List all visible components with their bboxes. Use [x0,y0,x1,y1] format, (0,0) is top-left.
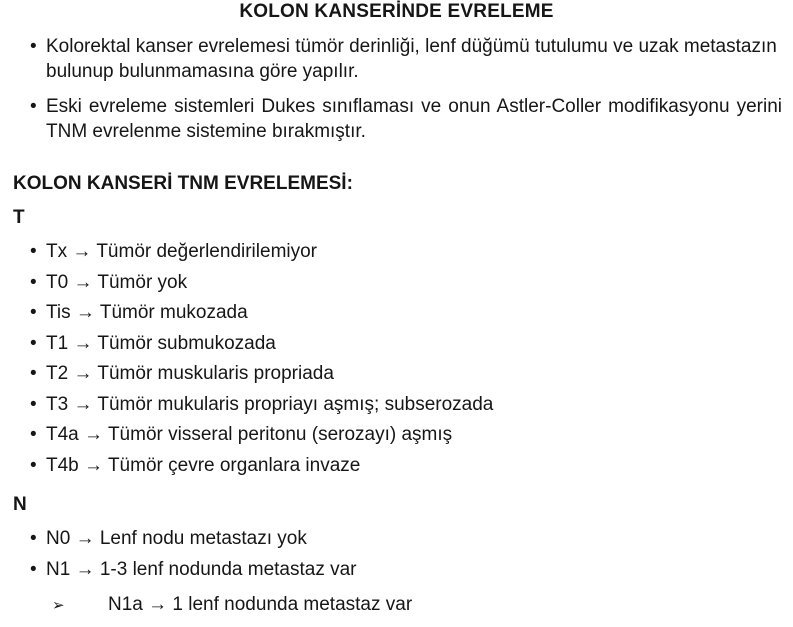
list-item-text: N1 → 1-3 lenf nodunda metastaz var [46,558,357,580]
list-item [30,298,493,329]
n-stage-list [30,524,357,585]
list-item-text: N0 → Lenf nodu metastazı yok [46,528,307,549]
intro-paragraph [30,94,782,144]
bullet-marker: • [30,528,37,549]
arrow-bullet-icon: ➢ [52,597,65,614]
list-item-text: Tis → Tümör mukozada [46,302,248,323]
bullet-marker: • [30,36,37,57]
bullet-marker: • [30,558,37,580]
list-item-text: T2 → Tümör muskularis propriada [46,363,334,384]
t-group-heading: T [13,207,25,228]
list-item-text: T4a → Tümör visseral peritonu (serozayı) aşmış [46,424,453,445]
list-item [30,329,493,360]
bullet-marker: • [30,363,37,384]
list-item-text: T3 → Tümör mukularis propriayı aşmış; subserozada [46,393,494,415]
bullet-marker: • [30,424,37,445]
bullet-marker: • [30,271,37,293]
sub-list-item [52,592,412,619]
sub-list-item-text: N1a → 1 lenf nodunda metastaz var [108,594,413,615]
intro-paragraph [30,34,782,84]
list-item [30,524,357,555]
bullet-marker: • [30,96,37,117]
list-item [30,237,493,268]
list-item [30,451,493,482]
list-item [30,390,493,421]
list-item-text: T0 → Tümör yok [46,271,188,293]
bullet-marker: • [30,393,37,415]
page-title: KOLON KANSERİNDE EVRELEME [239,1,554,22]
intro-text: Eski evreleme sistemleri Dukes sınıflaması ve onun Astler-Coller modifikasyonu yerini TNM evrelenme sistemine bırakmıştır. [46,96,782,142]
list-item [30,420,493,451]
bullet-marker: • [30,241,37,262]
list-item [30,359,493,390]
section-heading: KOLON KANSERİ TNM EVRELEMESİ: [13,173,353,194]
t-stage-list [30,237,493,481]
list-item-text: T1 → Tümör submukozada [46,332,276,354]
bullet-marker: • [30,454,37,476]
n-group-heading: N [13,494,27,515]
intro-text: Kolorektal kanser evrelemesi tümör derinliği, lenf düğümü tutulumu ve uzak metastazın bulunup bulunmamasına göre yapılır. [46,36,777,82]
list-item-text: Tx → Tümör değerlendirilemiyor [46,241,318,262]
intro-paragraphs [30,34,782,154]
bullet-marker: • [30,332,37,354]
bullet-marker: • [30,302,37,323]
list-item [30,268,493,299]
list-item-text: T4b → Tümör çevre organlara invaze [46,454,361,476]
list-item [30,555,357,586]
